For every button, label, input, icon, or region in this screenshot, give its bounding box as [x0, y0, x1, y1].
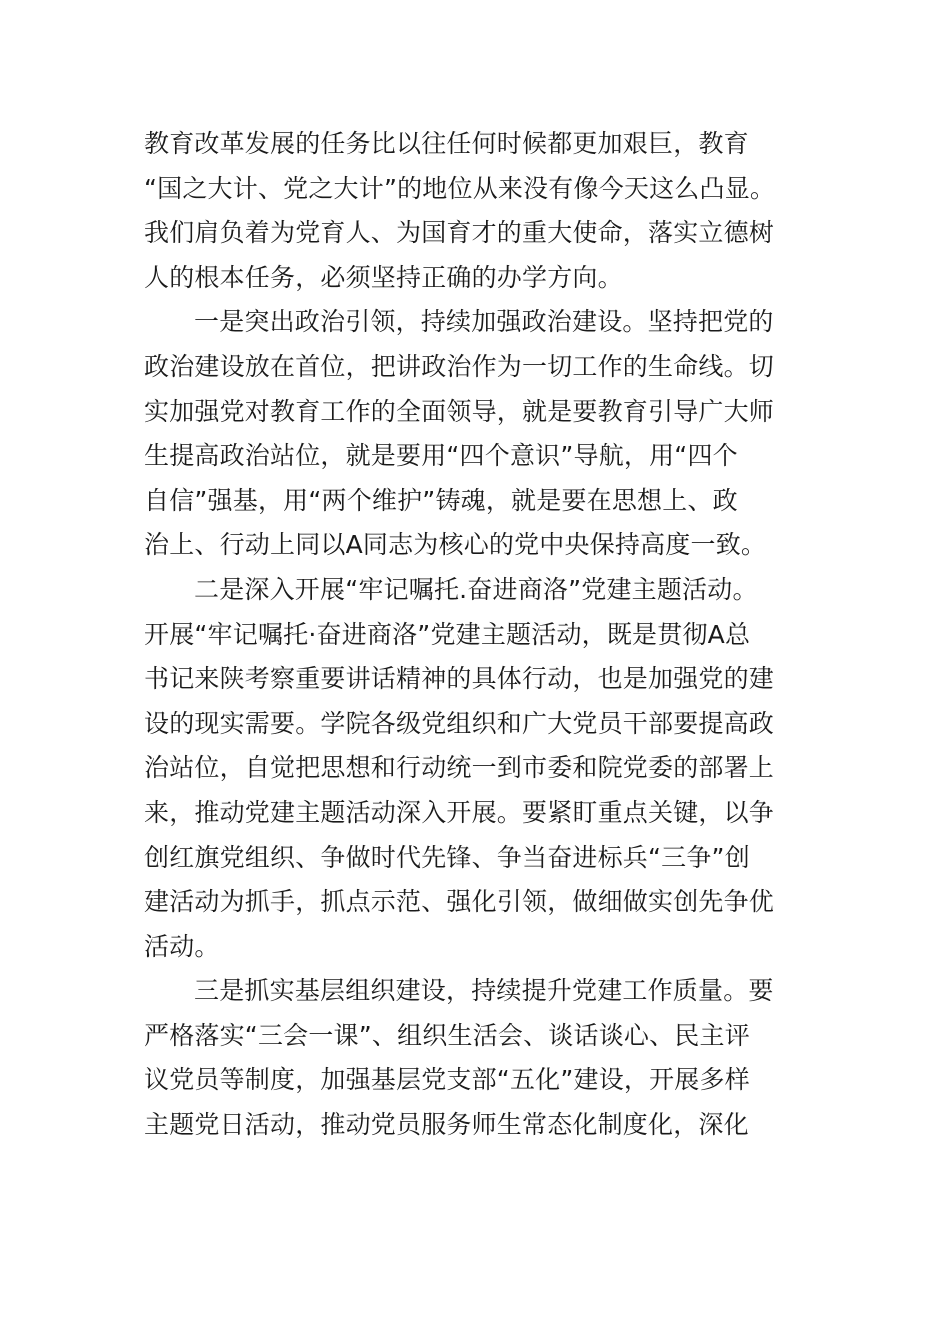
text-line: 主题党日活动，推动党员服务师生常态化制度化，深化	[144, 1110, 749, 1140]
text-line: 议党员等制度，加强基层党支部“五化”建设，开展多样	[144, 1065, 750, 1095]
text-line: 开展“牢记嘱托·奋进商洛”党建主题活动，既是贯彻A总	[144, 619, 751, 649]
text-line: 政治建设放在首位，把讲政治作为一切工作的生命线。切	[144, 351, 775, 381]
text-line: 书记来陕考察重要讲话精神的具体行动，也是加强党的建	[144, 664, 775, 694]
text-line: 来，推动党建主题活动深入开展。要紧盯重点关键，以争	[144, 797, 775, 827]
text-line: 治上、行动上同以A同志为核心的党中央保持高度一致。	[144, 530, 767, 560]
paragraph-start-line: 二是深入开展“牢记嘱托.奋进商洛”党建主题活动。	[194, 574, 758, 604]
paragraph-start-line: 三是抓实基层组织建设，持续提升党建工作质量。要	[194, 976, 774, 1006]
text-line: 建活动为抓手，抓点示范、强化引领，做细做实创先争优	[144, 887, 775, 917]
text-line: 创红旗党组织、争做时代先锋、争当奋进标兵“三争”创	[144, 842, 750, 872]
text-line: 生提高政治站位，就是要用“四个意识”导航，用“四个	[144, 441, 738, 471]
text-line: 人的根本任务，必须坚持正确的办学方向。	[144, 262, 623, 292]
text-line: 严格落实“三会一课”、组织生活会、谈话谈心、民主评	[144, 1020, 750, 1050]
text-line: “国之大计、党之大计”的地位从来没有像今天这么凸显。	[144, 173, 776, 203]
text-line: 自信”强基，用“两个维护”铸魂，就是要在思想上、政	[144, 485, 738, 515]
text-line: 教育改革发展的任务比以往任何时候都更加艰巨，教育	[144, 129, 749, 158]
text-line: 活动。	[144, 931, 220, 961]
text-line: 实加强党对教育工作的全面领导，就是要教育引导广大师	[144, 396, 775, 426]
body-text	[144, 122, 794, 1148]
text-line: 治站位，自觉把思想和行动统一到市委和院党委的部署上	[144, 753, 775, 783]
paragraph-start-line: 一是突出政治引领，持续加强政治建设。坚持把党的	[194, 307, 774, 337]
text-line: 设的现实需要。学院各级党组织和广大党员干部要提高政	[144, 708, 775, 738]
text-line: 我们肩负着为党育人、为国育才的重大使命，落实立德树	[144, 218, 775, 248]
